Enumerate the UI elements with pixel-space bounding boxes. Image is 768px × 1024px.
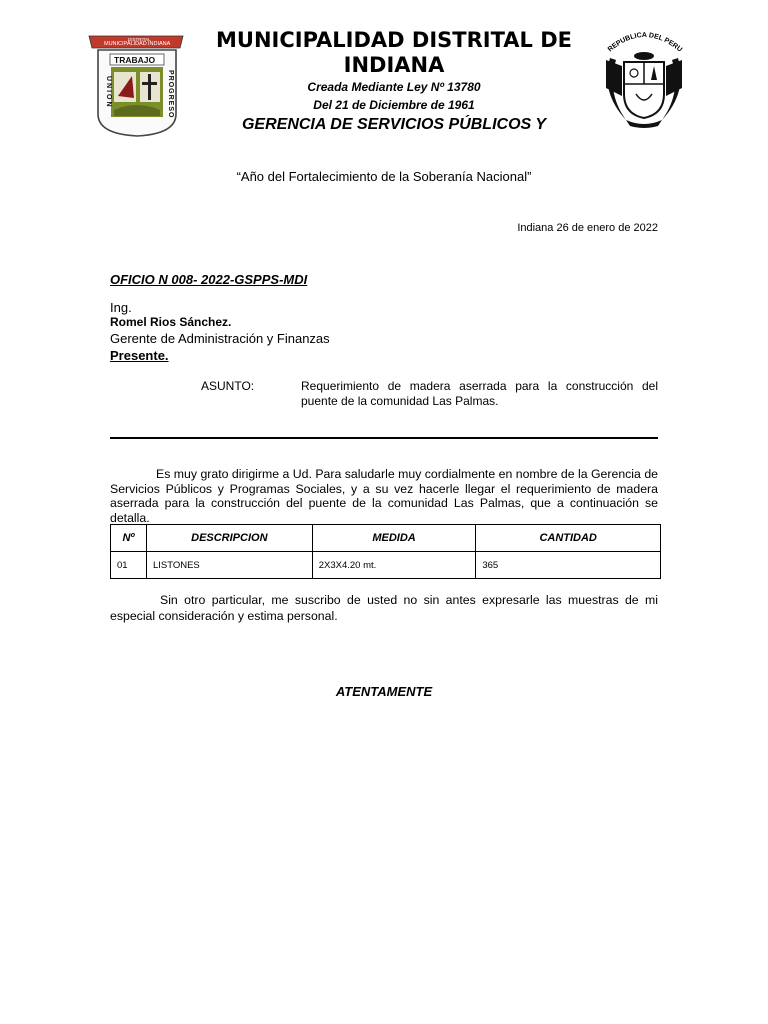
- peru-coat-of-arms-logo: [596, 22, 692, 130]
- svg-text:MUNICIPALIDAD: MUNICIPALIDAD: [104, 41, 147, 47]
- recipient-name: Romel Rios Sánchez.: [110, 315, 232, 329]
- subject-label: ASUNTO:: [201, 379, 255, 393]
- svg-text:PROGRESO: PROGRESO: [167, 70, 174, 119]
- table-header-cell: DESCRIPCION: [146, 525, 312, 552]
- closing-paragraph: Sin otro particular, me suscribo de usted no sin antes expresarle las muestras de mi especial consideración y estima personal.: [110, 593, 658, 623]
- table-cell: LISTONES: [146, 552, 312, 579]
- svg-text:INDIANA: INDIANA: [148, 41, 171, 47]
- municipal-emblem-logo: [86, 30, 186, 140]
- recipient-title: Ing.: [110, 300, 132, 315]
- body-paragraph: Es muy grato dirigirme a Ud. Para saludarle muy cordialmente en nombre de la Gerencia de Servicios Públicos y Programas Sociales, y a su vez hacerle llegar el requerimiento de madera aserrada para la construcción del puente de la comunidad Las Palmas, que a continuación se detalla.: [110, 467, 658, 525]
- table-cell: 01: [111, 552, 147, 579]
- svg-text:REPUBLICA DEL PERU: REPUBLICA DEL PERU: [606, 31, 684, 54]
- municipality-title: MUNICIPALIDAD DISTRITAL DE INDIANA: [216, 28, 572, 77]
- document-reference: OFICIO N 008- 2022-GSPPS-MDI: [110, 272, 308, 287]
- svg-text:DISTRITAL: DISTRITAL: [128, 37, 151, 42]
- table-header-cell: Nº: [111, 525, 147, 552]
- recipient-position: Gerente de Administración y Finanzas: [110, 331, 330, 346]
- svg-text:UNION: UNION: [105, 76, 112, 109]
- department-name: GERENCIA DE SERVICIOS PÚBLICOS Y: [241, 116, 547, 133]
- table-header-cell: CANTIDAD: [476, 525, 661, 552]
- table-cell: 2X3X4.20 mt.: [312, 552, 476, 579]
- place-date: Indiana 26 de enero de 2022: [517, 222, 658, 234]
- sign-off: ATENTAMENTE: [335, 684, 433, 699]
- creation-date-line: Del 21 de Diciembre de 1961: [313, 98, 475, 112]
- creation-law-line: Creada Mediante Ley Nº 13780: [307, 80, 481, 94]
- subject-text: Requerimiento de madera aserrada para la construcción del puente de la comunidad Las Palmas.: [301, 379, 658, 408]
- requirements-table: [110, 524, 661, 579]
- presente-label: Presente.: [110, 348, 169, 363]
- table-header-cell: MEDIDA: [312, 525, 476, 552]
- separator-line: [110, 437, 658, 439]
- year-motto: “Año del Fortalecimiento de la Soberanía Nacional”: [236, 169, 532, 184]
- svg-text:TRABAJO: TRABAJO: [114, 55, 156, 65]
- table-cell: 365: [476, 552, 661, 579]
- table-header-row: [111, 525, 661, 552]
- table-row: [111, 552, 661, 579]
